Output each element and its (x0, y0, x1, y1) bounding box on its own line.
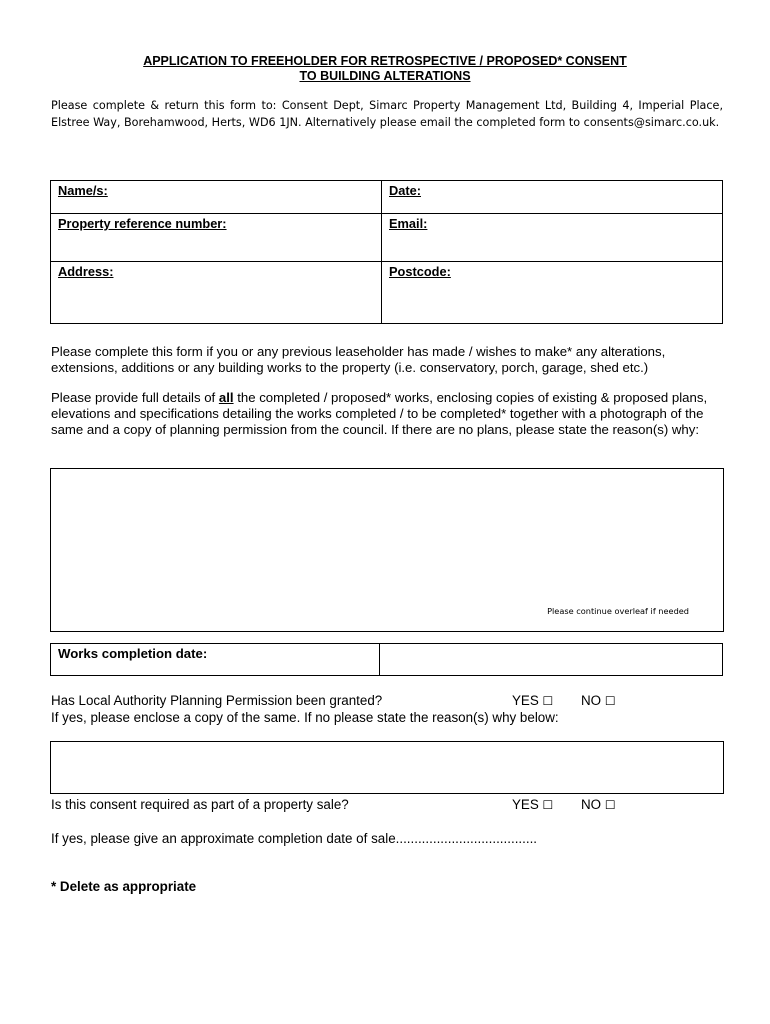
completion-date-table (50, 643, 723, 676)
completion-date-input[interactable] (380, 644, 723, 676)
names-label: Name/s: (58, 183, 108, 198)
property-reference-label: Property reference number: (58, 216, 227, 231)
email-label: Email: (389, 216, 428, 231)
email-field[interactable] (382, 214, 723, 262)
completion-date-label-cell (51, 644, 380, 676)
planning-yes-label: YES (512, 693, 539, 708)
instructions-paragraph-1: Please complete this form if you or any previous leaseholder has made / wishes to make* any alterations, extensions, additions or any building works to the property (i.e. conservatory, porch, garage, shed etc.) (51, 344, 666, 375)
sale-yes-option[interactable] (512, 797, 553, 812)
works-details-box[interactable] (50, 468, 724, 632)
address-field[interactable] (51, 262, 382, 324)
instructions-paragraph-2 (51, 390, 731, 437)
planning-no-label: NO (581, 693, 602, 708)
planning-yes-option[interactable] (512, 693, 553, 708)
planning-no-option[interactable] (581, 693, 616, 708)
property-reference-field[interactable] (51, 214, 382, 262)
sale-no-checkbox[interactable]: ☐ (604, 798, 616, 812)
emphasis-all: all (218, 390, 234, 405)
instructions-paragraph-2-end: the completed / proposed* works, enclosing copies of existing & proposed plans, elevations and specifications detailing the works completed / to be completed* together with a photograph of the same and a copy of planning permission from the council. If there are no plans, please state the reason(s) why: (51, 390, 708, 437)
postcode-field[interactable] (382, 262, 723, 324)
delete-as-appropriate-note: * Delete as appropriate (51, 879, 197, 894)
date-label: Date: (389, 183, 421, 198)
form-title-line-2: TO BUILDING ALTERATIONS (299, 69, 471, 83)
planning-no-checkbox[interactable]: ☐ (604, 694, 616, 708)
continue-overleaf-note: Please continue overleaf if needed (547, 606, 689, 616)
applicant-details-table (50, 180, 723, 324)
address-label: Address: (58, 264, 114, 279)
planning-question: Has Local Authority Planning Permission been granted? (51, 693, 383, 708)
planning-reasons-box[interactable] (50, 741, 724, 794)
instructions-paragraph-2-start: Please provide full details of (51, 390, 219, 405)
sale-yes-checkbox[interactable]: ☐ (542, 798, 554, 812)
date-field[interactable] (382, 181, 723, 214)
planning-yes-checkbox[interactable]: ☐ (542, 694, 554, 708)
sale-completion-date-line[interactable]: If yes, please give an approximate completion date of sale...................................... (51, 831, 538, 846)
completion-date-label: Works completion date: (58, 646, 208, 661)
sale-question: Is this consent required as part of a property sale? (51, 797, 349, 812)
form-title-line-1: APPLICATION TO FREEHOLDER FOR RETROSPECTIVE / PROPOSED* CONSENT (143, 54, 627, 68)
intro-paragraph: Please complete & return this form to: Consent Dept, Simarc Property Management Ltd, Building 4, Imperial Place, Elstree Way, Borehamwood, Herts, WD6 1JN. Alternatively please email the completed form to consents@simarc.co.uk. (51, 99, 723, 129)
planning-followup: If yes, please enclose a copy of the same. If no please state the reason(s) why below: (51, 710, 559, 725)
postcode-label: Postcode: (389, 264, 451, 279)
sale-no-option[interactable] (581, 797, 616, 812)
sale-yes-label: YES (512, 797, 539, 812)
names-field[interactable] (51, 181, 382, 214)
sale-no-label: NO (581, 797, 602, 812)
